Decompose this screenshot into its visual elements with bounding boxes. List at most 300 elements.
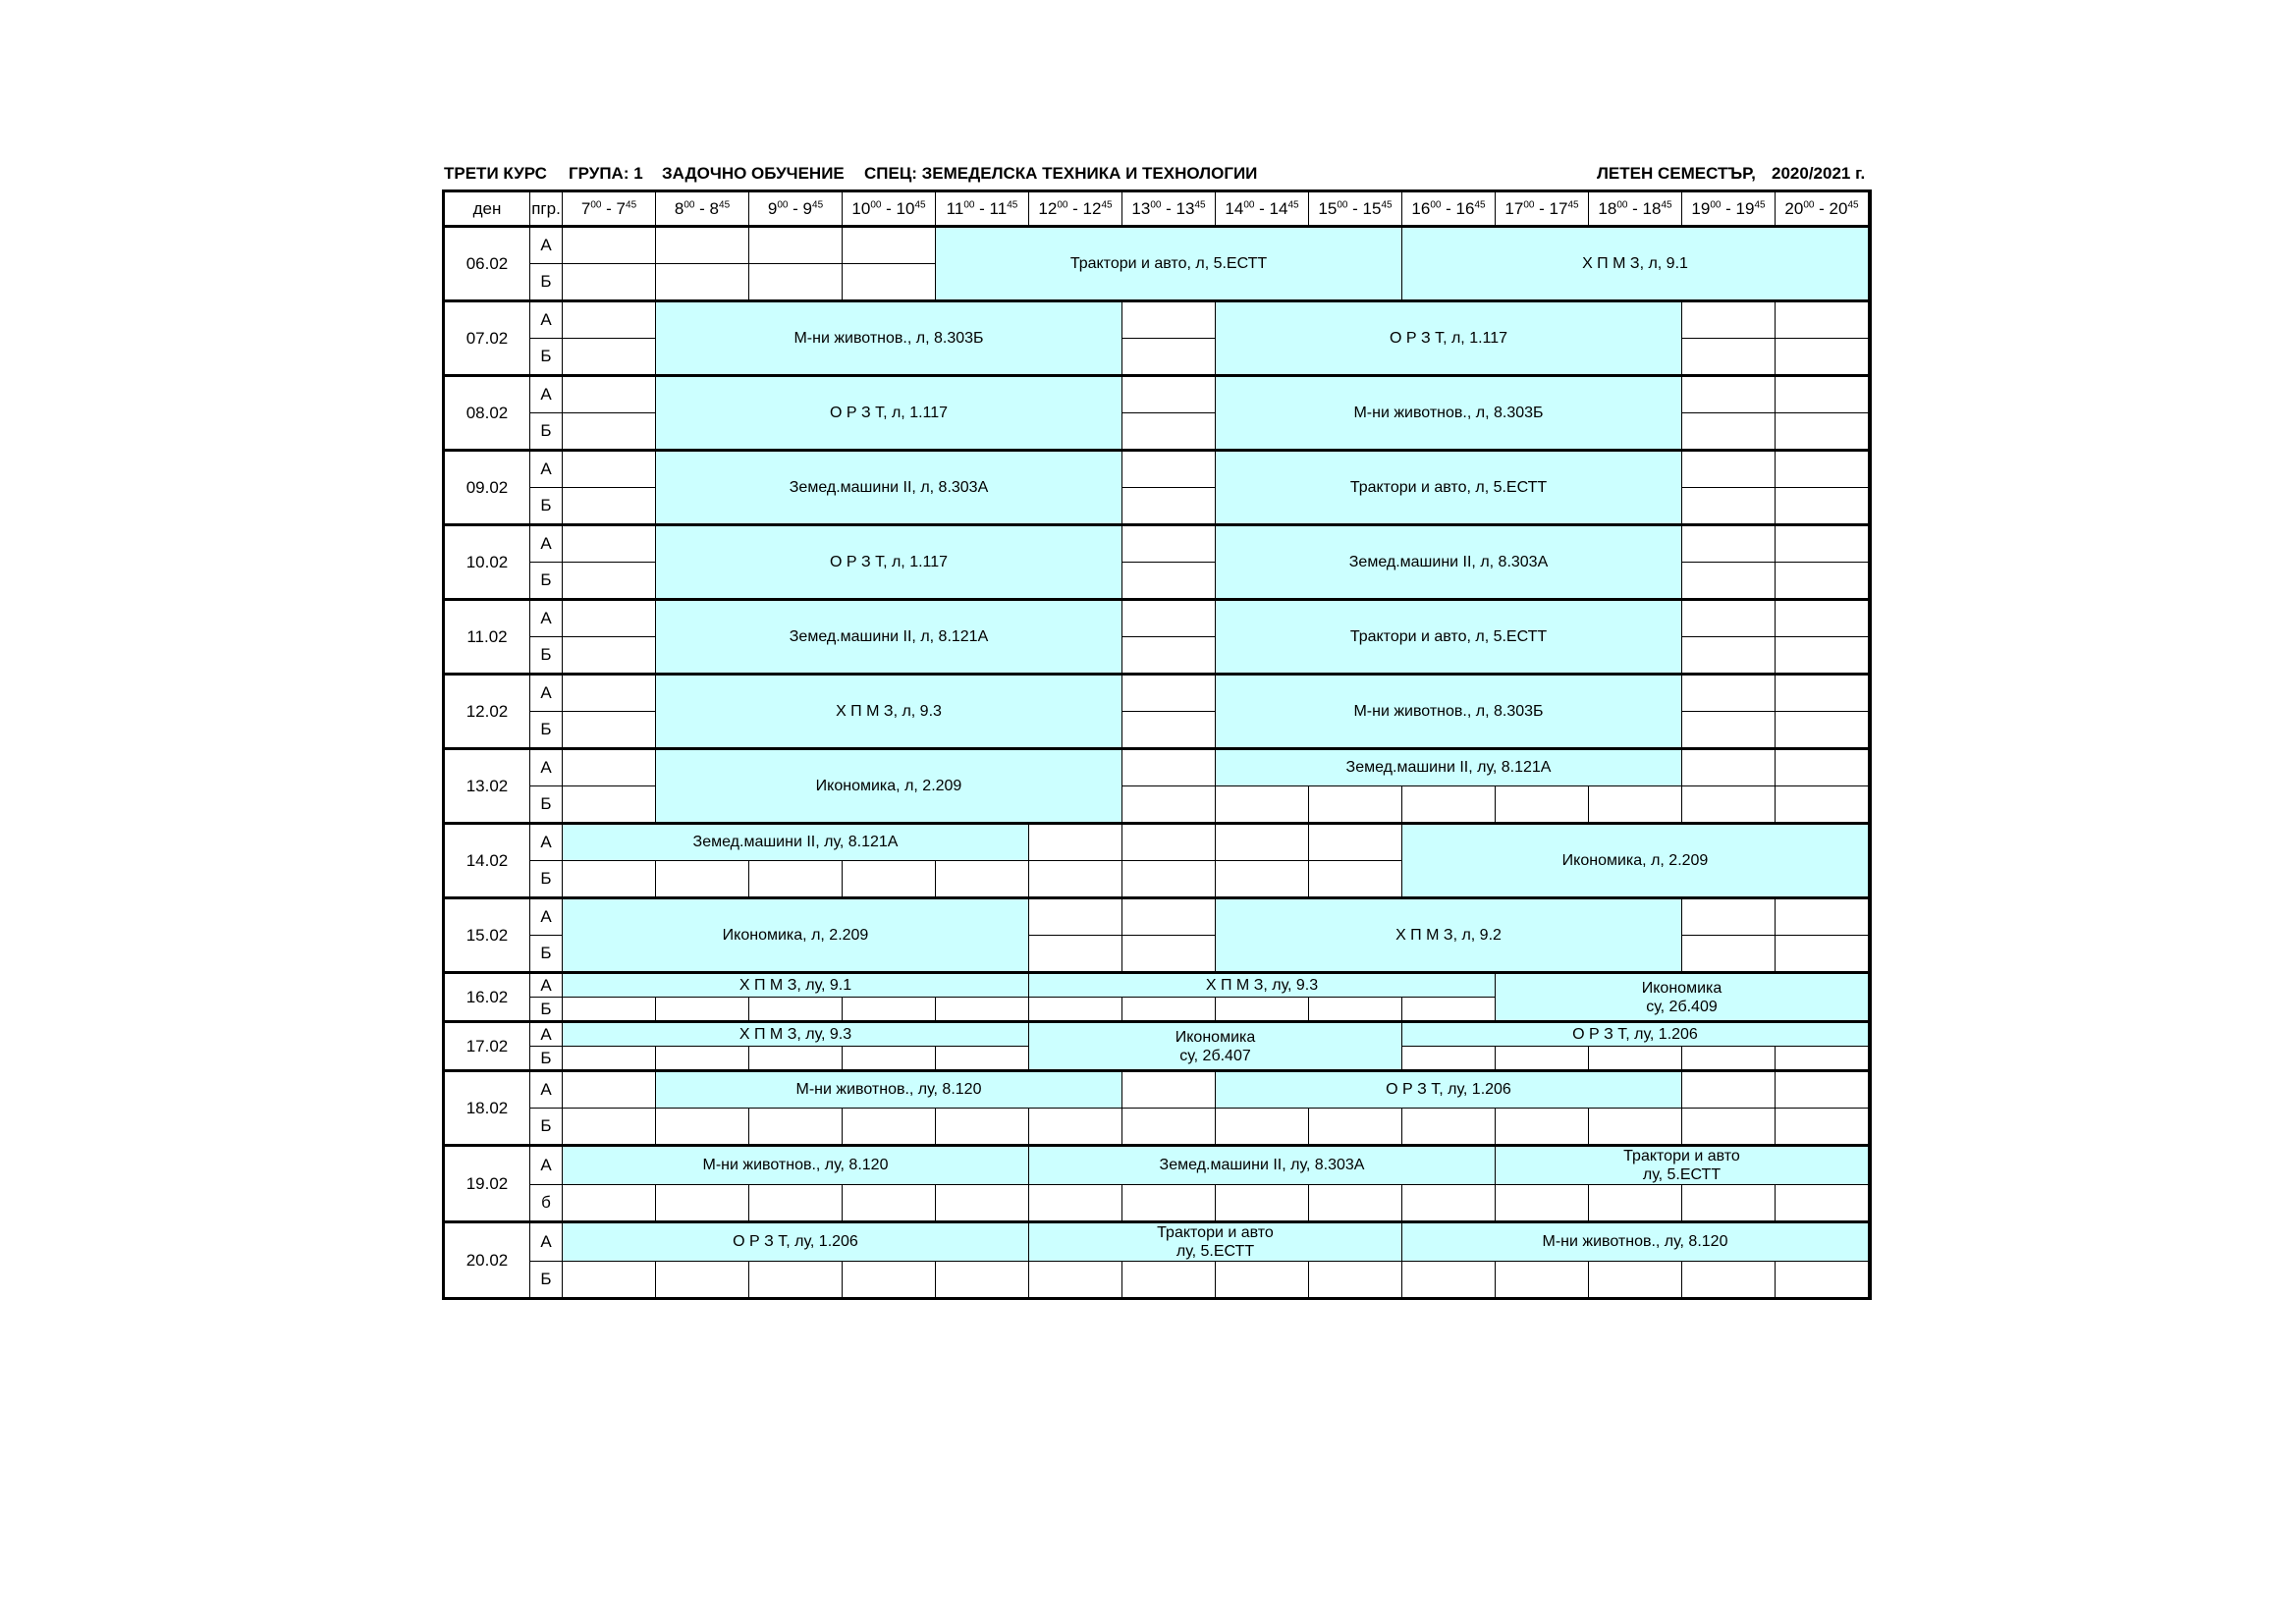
empty-slot [1776,637,1869,675]
subgroup-label: А [530,451,563,488]
empty-slot [1216,1109,1309,1146]
empty-slot [563,264,656,301]
class-title: Икономика, л, 2.209 [1561,851,1709,869]
empty-slot [1776,376,1869,413]
empty-slot [936,1262,1029,1299]
subgroup-label: А [530,525,563,563]
class-cell [563,1146,1029,1185]
time-slot-header: $16^{00} - 16^{45}$ [1402,191,1496,227]
empty-slot [1309,1262,1402,1299]
class-title: Х П М З, лу, 9.3 [738,1025,852,1043]
class-cell [656,749,1122,824]
class-title: О Р З Т, лу, 1.206 [1572,1025,1698,1043]
empty-slot [1309,786,1402,824]
class-cell [563,973,1029,998]
empty-slot [1776,600,1869,637]
empty-slot [656,861,749,898]
empty-slot [1496,786,1589,824]
schedule-table [442,189,1872,1300]
subgroup-label: Б [530,998,563,1022]
subgroup-label: Б [530,413,563,451]
empty-slot [563,413,656,451]
subgroup-label: Б [530,563,563,600]
time-slot-header: $8^{00} - 8^{45}$ [656,191,749,227]
empty-slot [1122,301,1216,339]
time-slot-header: $12^{00} - 12^{45}$ [1029,191,1122,227]
day-date: 14.02 [444,824,530,898]
empty-slot [1402,1109,1496,1146]
subgroup-column-header: пгр. [530,191,563,227]
class-title: О Р З Т, лу, 1.206 [1386,1081,1511,1098]
subgroup-label: А [530,824,563,861]
time-slot-header: $11^{00} - 11^{45}$ [936,191,1029,227]
class-cell [1496,973,1869,1022]
empty-slot [1589,1047,1682,1071]
group-label: ГРУПА: 1 [569,164,643,183]
empty-slot [1682,1262,1776,1299]
class-cell [656,675,1122,749]
empty-slot [656,1109,749,1146]
empty-slot [1776,339,1869,376]
schedule-row [444,1022,1871,1047]
empty-slot [1122,451,1216,488]
empty-slot [563,227,656,264]
subgroup-label: А [530,1022,563,1047]
time-slot-header: $14^{00} - 14^{45}$ [1216,191,1309,227]
empty-slot [1682,675,1776,712]
empty-slot [1589,1262,1682,1299]
empty-slot [563,451,656,488]
empty-slot [1776,1047,1869,1071]
schedule-row [444,1262,1871,1299]
empty-slot [1309,824,1402,861]
class-cell [656,1071,1122,1109]
day-date: 18.02 [444,1071,530,1146]
subgroup-label: Б [530,488,563,525]
empty-slot [563,861,656,898]
day-date: 12.02 [444,675,530,749]
class-title: О Р З Т, л, 1.117 [829,553,949,570]
empty-slot [563,563,656,600]
empty-slot [1122,898,1216,936]
empty-slot [1682,898,1776,936]
empty-slot [936,1047,1029,1071]
class-title: Трактори и авто, л, 5.ЕСТТ [1349,627,1548,645]
class-cell [1216,451,1682,525]
empty-slot [1682,525,1776,563]
empty-slot [1776,413,1869,451]
class-title: Икономика [1641,979,1722,997]
empty-slot [1309,1185,1402,1222]
empty-slot [1122,1071,1216,1109]
empty-slot [936,1185,1029,1222]
class-title: Х П М З, л, 9.2 [1395,926,1502,944]
time-slot-header: $19^{00} - 19^{45}$ [1682,191,1776,227]
subgroup-label: А [530,973,563,998]
empty-slot [1589,1109,1682,1146]
class-cell [1216,1071,1682,1109]
class-room: су, 2б.407 [1179,1047,1251,1064]
empty-slot [749,227,843,264]
empty-slot [1402,1047,1496,1071]
empty-slot [563,301,656,339]
schedule-row [444,600,1871,637]
class-title: Трактори и авто, л, 5.ЕСТТ [1069,254,1268,272]
empty-slot [749,861,843,898]
day-date: 09.02 [444,451,530,525]
class-title: О Р З Т, л, 1.117 [1389,329,1508,347]
empty-slot [1869,786,1871,824]
empty-slot [843,998,936,1022]
empty-slot [1776,1185,1869,1222]
empty-slot [1776,563,1869,600]
empty-slot [936,861,1029,898]
empty-slot [1122,749,1216,786]
day-date: 07.02 [444,301,530,376]
empty-slot [1216,786,1309,824]
class-cell [1216,376,1682,451]
empty-slot [1309,861,1402,898]
empty-slot [1682,637,1776,675]
empty-slot [1216,824,1309,861]
subgroup-label: А [530,301,563,339]
subgroup-label: А [530,600,563,637]
empty-slot [749,1047,843,1071]
empty-slot [1216,861,1309,898]
empty-slot [1682,451,1776,488]
class-cell [936,227,1402,301]
empty-slot [1682,413,1776,451]
class-title: Земед.машини II, л, 8.303А [789,478,989,496]
empty-slot [1122,786,1216,824]
day-date: 13.02 [444,749,530,824]
empty-slot [843,1262,936,1299]
subgroup-label: А [530,675,563,712]
class-title: Земед.машини II, лу, 8.303А [1159,1157,1365,1173]
empty-slot [1122,339,1216,376]
subgroup-label: Б [530,786,563,824]
empty-slot [843,1185,936,1222]
day-date: 19.02 [444,1146,530,1222]
empty-slot [563,1185,656,1222]
subgroup-label: Б [530,936,563,973]
empty-slot [1122,675,1216,712]
empty-slot [1029,998,1122,1022]
empty-slot [1682,1109,1776,1146]
empty-slot [843,1109,936,1146]
class-title: М-ни животнов., лу, 8.120 [1542,1233,1728,1250]
schedule-row [444,301,1871,339]
empty-slot [1682,1047,1776,1071]
class-title: Х П М З, л, 9.1 [1582,254,1688,272]
empty-slot [1216,1262,1309,1299]
empty-slot [1682,301,1776,339]
class-cell [1029,1022,1402,1071]
empty-slot [936,1109,1029,1146]
day-date: 16.02 [444,973,530,1022]
empty-slot [1122,824,1216,861]
empty-slot [1682,749,1776,786]
empty-slot [1029,936,1122,973]
empty-slot [656,1185,749,1222]
empty-slot [563,1047,656,1071]
class-title: М-ни животнов., л, 8.303Б [793,329,984,347]
empty-slot [1122,637,1216,675]
schedule-row [444,1185,1871,1222]
class-title: Трактори и авто [1623,1148,1740,1164]
empty-slot [656,264,749,301]
empty-slot [656,998,749,1022]
empty-slot [563,712,656,749]
class-cell [1402,824,1869,898]
class-title: Земед.машини II, лу, 8.121А [1345,759,1552,776]
schedule-row [444,898,1871,936]
empty-slot [749,1262,843,1299]
class-cell [1216,675,1682,749]
empty-slot [563,1109,656,1146]
class-cell [1402,1222,1869,1262]
empty-slot [1122,712,1216,749]
schedule-row [444,1146,1871,1185]
day-column-header: ден [444,191,530,227]
empty-slot [1589,786,1682,824]
class-title: Земед.машини II, лу, 8.121А [692,834,899,850]
empty-slot [1309,1109,1402,1146]
empty-slot [1682,1071,1776,1109]
subgroup-label: А [530,749,563,786]
specialty-label: СПЕЦ: ЗЕМЕДЕЛСКА ТЕХНИКА И ТЕХНОЛОГИИ [864,164,1258,183]
empty-slot [1496,1262,1589,1299]
empty-slot [1122,488,1216,525]
empty-slot [1122,861,1216,898]
class-cell [656,301,1122,376]
day-date: 06.02 [444,227,530,301]
empty-slot [1776,712,1869,749]
empty-slot [843,227,936,264]
empty-slot [1776,488,1869,525]
class-title: Икономика, л, 2.209 [815,777,962,794]
schedule-row [444,973,1871,998]
schedule-header [444,163,1880,185]
empty-slot [1776,749,1869,786]
class-title: М-ни животнов., л, 8.303Б [1353,404,1544,421]
empty-slot [1776,936,1869,973]
class-cell [563,1222,1029,1262]
empty-slot [563,525,656,563]
empty-slot [1589,1185,1682,1222]
time-slot-header: $13^{00} - 13^{45}$ [1122,191,1216,227]
subgroup-label: Б [530,637,563,675]
empty-slot [1122,563,1216,600]
class-title: Земед.машини II, л, 8.121А [789,627,989,645]
subgroup-label: Б [530,339,563,376]
class-title: Х П М З, лу, 9.3 [1205,976,1319,994]
empty-slot [1496,1109,1589,1146]
class-room: лу, 5.ЕСТТ [1175,1243,1255,1260]
empty-slot [563,786,656,824]
class-cell [1216,898,1682,973]
time-slot-header: $7^{00} - 7^{45}$ [563,191,656,227]
class-title: М-ни животнов., лу, 8.120 [795,1081,982,1098]
time-slot-header: $9^{00} - 9^{45}$ [749,191,843,227]
class-cell [1216,749,1682,786]
class-title: Трактори и авто, л, 5.ЕСТТ [1349,478,1548,496]
subgroup-label: б [530,1185,563,1222]
class-cell [1402,227,1869,301]
subgroup-label: А [530,1222,563,1262]
class-title: М-ни животнов., лу, 8.120 [702,1157,889,1173]
class-cell [563,898,1029,973]
subgroup-label: А [530,227,563,264]
academic-year-label: 2020/2021 г. [1772,164,1866,183]
class-cell [1216,525,1682,600]
class-cell [1402,1022,1869,1047]
day-date: 11.02 [444,600,530,675]
empty-slot [1776,1071,1869,1109]
empty-slot [1402,1185,1496,1222]
empty-slot [843,1047,936,1071]
empty-slot [936,998,1029,1022]
subgroup-label: Б [530,1109,563,1146]
schedule-row [444,749,1871,786]
subgroup-label: Б [530,1047,563,1071]
day-date: 17.02 [444,1022,530,1071]
class-title: Х П М З, л, 9.3 [836,702,942,720]
empty-slot [1496,1047,1589,1071]
empty-slot [1029,898,1122,936]
class-cell [656,451,1122,525]
empty-slot [563,675,656,712]
class-cell [1216,600,1682,675]
schedule-row [444,824,1871,861]
time-slot-header: $20^{00} - 20^{45}$ [1776,191,1869,227]
class-title: М-ни животнов., л, 8.303Б [1353,702,1544,720]
subgroup-label: А [530,376,563,413]
empty-slot [1029,1262,1122,1299]
empty-slot [1122,413,1216,451]
class-title: О Р З Т, лу, 1.206 [733,1233,858,1250]
empty-slot [1122,600,1216,637]
empty-slot [656,227,749,264]
class-title: О Р З Т, л, 1.117 [829,404,949,421]
empty-slot [843,861,936,898]
empty-slot [1776,301,1869,339]
empty-slot [1682,563,1776,600]
empty-slot [1682,786,1776,824]
empty-slot [1682,376,1776,413]
class-title: Икономика [1175,1028,1256,1046]
empty-slot [1402,998,1496,1022]
schedule-row [444,227,1871,264]
day-date: 10.02 [444,525,530,600]
empty-slot [1776,898,1869,936]
schedule-row [444,1222,1871,1262]
schedule-row [444,1071,1871,1109]
class-title: Икономика, л, 2.209 [722,926,869,944]
class-cell [656,525,1122,600]
empty-slot [1776,786,1869,824]
class-room: лу, 5.ЕСТТ [1642,1166,1722,1183]
class-cell [1029,1222,1402,1262]
time-slot-header: $15^{00} - 15^{45}$ [1309,191,1402,227]
empty-slot [749,998,843,1022]
class-cell [656,600,1122,675]
empty-slot [1682,712,1776,749]
class-cell [1496,1146,1869,1185]
class-title: Х П М З, лу, 9.1 [738,976,852,994]
empty-slot [1216,1185,1309,1222]
empty-slot [563,600,656,637]
empty-slot [1682,936,1776,973]
class-cell [563,1022,1029,1047]
class-cell [656,376,1122,451]
empty-slot [1776,1109,1869,1146]
empty-slot [749,1109,843,1146]
empty-slot [563,637,656,675]
course-label: ТРЕТИ КУРС [444,164,547,183]
day-date: 08.02 [444,376,530,451]
subgroup-label: Б [530,264,563,301]
subgroup-label: А [530,898,563,936]
empty-slot [1402,786,1496,824]
empty-slot [1309,998,1402,1022]
subgroup-label: А [530,1071,563,1109]
empty-slot [1682,488,1776,525]
empty-slot [563,998,656,1022]
schedule-row [444,451,1871,488]
subgroup-label: Б [530,712,563,749]
empty-slot [1122,998,1216,1022]
empty-slot [1776,1262,1869,1299]
empty-slot [1122,1185,1216,1222]
subgroup-label: А [530,1146,563,1185]
empty-slot [749,264,843,301]
empty-slot [1402,1262,1496,1299]
time-slot-header: $10^{00} - 10^{45}$ [843,191,936,227]
empty-slot [1122,1262,1216,1299]
class-title: Земед.машини II, л, 8.303А [1348,553,1549,570]
schedule-row [444,376,1871,413]
class-cell [563,824,1029,861]
empty-slot [563,749,656,786]
empty-slot [1029,1185,1122,1222]
class-room: су, 2б.409 [1646,998,1718,1015]
empty-slot [656,1262,749,1299]
schedule-row [444,525,1871,563]
empty-slot [563,376,656,413]
empty-slot [1682,339,1776,376]
empty-slot [563,339,656,376]
empty-slot [749,1185,843,1222]
empty-slot [656,1047,749,1071]
time-slot-header: $17^{00} - 17^{45}$ [1496,191,1589,227]
empty-slot [843,264,936,301]
empty-slot [1776,451,1869,488]
time-slot-header: $18^{00} - 18^{45}$ [1589,191,1682,227]
class-title: Трактори и авто [1157,1224,1274,1241]
empty-slot [1776,525,1869,563]
empty-slot [1682,600,1776,637]
empty-slot [563,1071,656,1109]
class-cell [1216,301,1682,376]
day-date: 15.02 [444,898,530,973]
schedule-row [444,675,1871,712]
empty-slot [1122,936,1216,973]
semester-label: ЛЕТЕН СЕМЕСТЪР, [1597,164,1756,183]
empty-slot [1029,1109,1122,1146]
empty-slot [1122,525,1216,563]
study-mode-label: ЗАДОЧНО ОБУЧЕНИЕ [662,164,845,183]
